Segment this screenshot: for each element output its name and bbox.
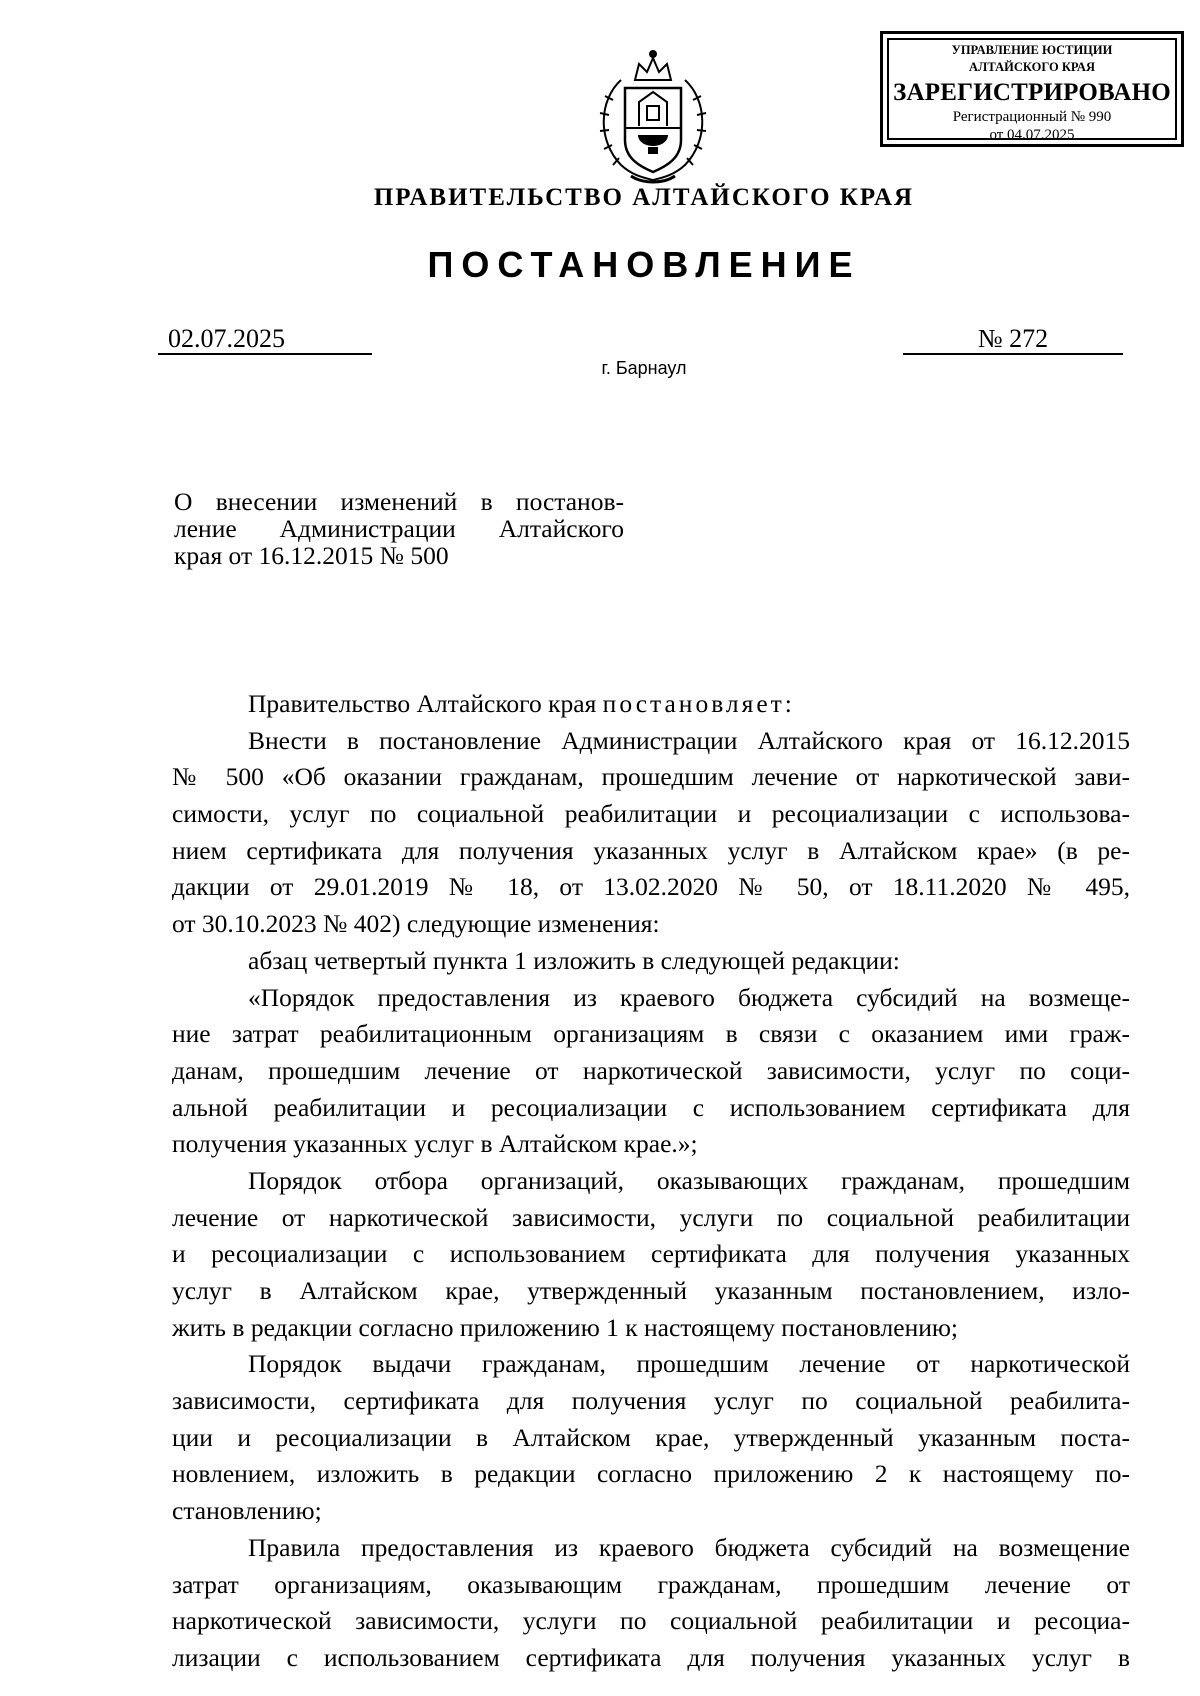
body-line: Порядок выдачи гражданам, прошедшим лечение от наркотической xyxy=(248,1349,1130,1379)
body-line: жить в редакции согласно приложению 1 к настоящему постановлению; xyxy=(172,1312,959,1342)
body-line: альной реабилитации и ресоциализации с использованием сертификата для xyxy=(172,1092,1130,1122)
body-line: абзац четвертый пункта 1 изложить в следующей редакции: xyxy=(248,945,900,975)
stamp-reg-date: от 04.07.2025 xyxy=(989,127,1075,143)
document-date: 02.07.2025 xyxy=(158,325,372,355)
document-city: г. Барнаул xyxy=(601,358,687,378)
subject-line: ление Администрации Алтайского xyxy=(174,514,624,543)
body-line: ции и ресоциализации в Алтайском крае, утвержденный указанным поста- xyxy=(172,1422,1130,1452)
body-line: наркотической зависимости, услуги по социальной реабилитации и ресоциа- xyxy=(172,1606,1130,1636)
stamp-org-line2: АЛТАЙСКОГО КРАЯ xyxy=(969,60,1095,74)
body-line: Порядок отбора организаций, оказывающих гражданам, прошедшим xyxy=(248,1165,1130,1195)
body-line: симости, услуг по социальной реабилитации и ресоциализации с использова- xyxy=(172,799,1130,829)
document-subject xyxy=(174,488,624,569)
body-line: зависимости, сертификата для получения услуг по социальной реабилита- xyxy=(172,1386,1130,1416)
body-intro xyxy=(172,686,1130,723)
body-line: и ресоциализации с использованием сертификата для получения указанных xyxy=(172,1239,1130,1269)
stamp-reg-number: Регистрационный № 990 xyxy=(952,109,1112,125)
body-line: лизации с использованием сертификата для получения указанных услуг в xyxy=(172,1642,1130,1672)
body-line: ние затрат реабилитационным организациям в связи с оказанием ими граж- xyxy=(172,1019,1130,1049)
body-line: затрат организациям, оказывающим гражданам, прошедшим лечение от xyxy=(172,1569,1130,1599)
body-line: лечение от наркотической зависимости, услуги по социальной реабилитации xyxy=(172,1202,1130,1232)
intro-text: Правительство Алтайского края xyxy=(248,689,597,718)
document-type: ПОСТАНОВЛЕНИЕ xyxy=(427,244,861,285)
body-line: получения указанных услуг в Алтайском крае.»; xyxy=(172,1129,698,1159)
stamp-status: ЗАРЕГИСТРИРОВАНО xyxy=(893,79,1171,106)
coat-of-arms-icon xyxy=(591,40,715,188)
body-line: «Порядок предоставления из краевого бюджета субсидий на возмеще- xyxy=(248,982,1130,1012)
subject-line: края от 16.12.2015 № 500 xyxy=(174,541,449,570)
body-line: услуг в Алтайском крае, утвержденный указанным постановлением, изло- xyxy=(172,1276,1130,1305)
subject-line: О внесении изменений в постанов- xyxy=(174,487,624,516)
registration-stamp xyxy=(880,31,1184,147)
body-line: Внести в постановление Администрации Алтайского края от 16.12.2015 xyxy=(248,725,1130,755)
intro-resolves: постановляет: xyxy=(602,689,795,718)
document-body xyxy=(172,686,1130,1677)
document-number: № 272 xyxy=(903,325,1123,355)
body-line: становлению; xyxy=(172,1496,322,1526)
body-line: дакции от 29.01.2019 № 18, от 13.02.2020 № 50, от 18.11.2020 № 495, xyxy=(172,872,1130,902)
body-line: нием сертификата для получения указанных услуг в Алтайском крае» (в ре- xyxy=(172,835,1130,865)
stamp-org-line1: УПРАВЛЕНИЕ ЮСТИЦИИ xyxy=(951,43,1113,57)
body-line: новлением, изложить в редакции согласно приложению 2 к настоящему по- xyxy=(172,1459,1130,1489)
body-line: Правила предоставления из краевого бюджета субсидий на возмещение xyxy=(248,1532,1130,1562)
body-line: от 30.10.2023 № 402) следующие изменения: xyxy=(172,909,660,939)
government-title: ПРАВИТЕЛЬСТВО АЛТАЙСКОГО КРАЯ xyxy=(373,184,915,211)
body-line: данам, прошедшим лечение от наркотической зависимости, услуг по соци- xyxy=(172,1055,1130,1085)
body-line: № 500 «Об оказании гражданам, прошедшим лечение от наркотической зави- xyxy=(172,762,1130,792)
